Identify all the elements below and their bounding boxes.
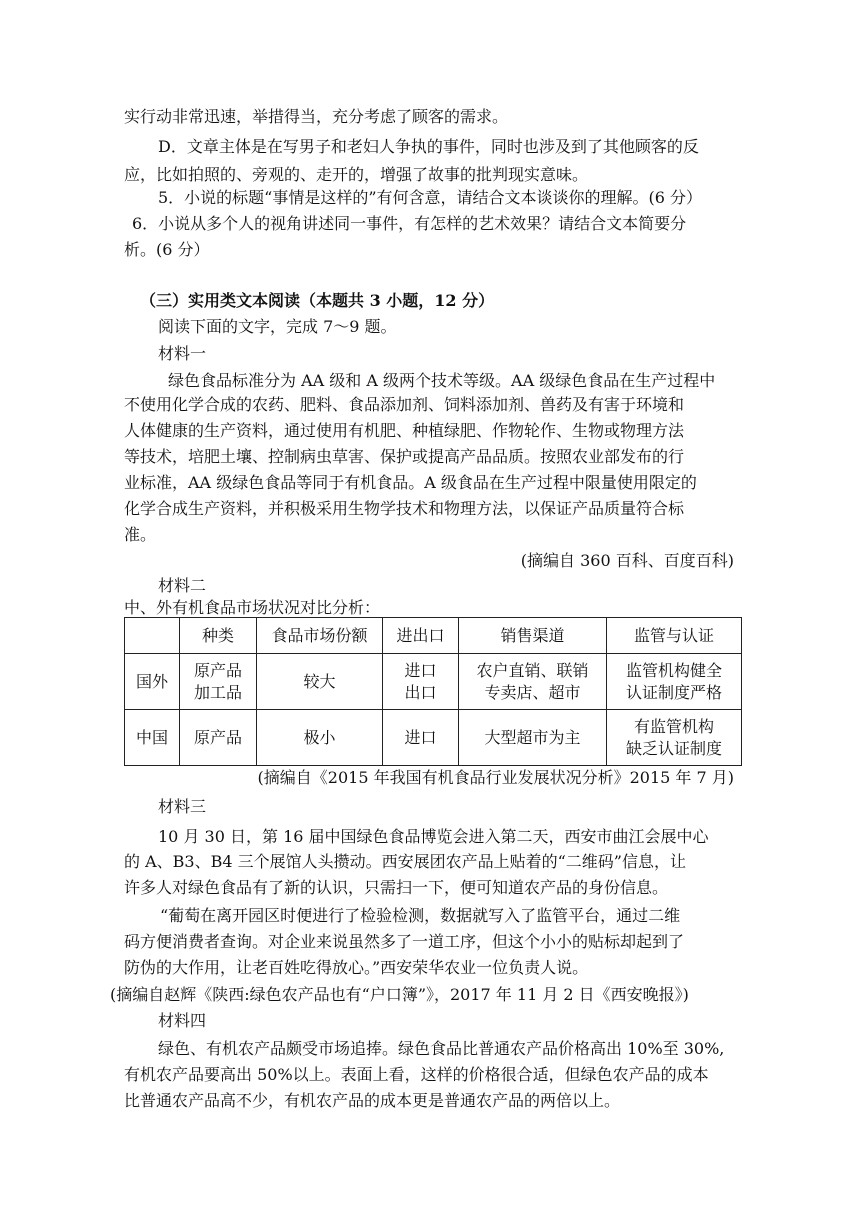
table-header: 监管与认证 bbox=[607, 618, 742, 654]
table-header: 种类 bbox=[180, 618, 257, 654]
cell-line: 缺乏认证制度 bbox=[625, 738, 722, 758]
material1-line: 业标准，AA 级绿色食品等同于有机食品。A 级食品在生产过程中限量使用限定的 bbox=[124, 473, 697, 492]
table-cell-channel bbox=[459, 654, 607, 710]
material1-line: 化学合成生产资料，并积极采用生物学技术和物理方法，以保证产品质量符合标 bbox=[124, 499, 685, 518]
option-d-line: D．文章主体是在写男子和老妇人争执的事件，同时也涉及到了其他顾客的反 bbox=[158, 137, 699, 156]
table-cell-type bbox=[180, 654, 257, 710]
cell-line: 专卖店、超市 bbox=[484, 682, 581, 702]
table-header-row bbox=[125, 618, 742, 654]
material4-line: 绿色、有机农产品颇受市场追捧。绿色食品比普通农产品价格高出 10%至 30%, bbox=[158, 1039, 725, 1058]
cell-line: 进口 bbox=[404, 660, 437, 680]
section-title: （三）实用类文本阅读（本题共 3 小题，12 分） bbox=[140, 291, 495, 310]
material3-line: 许多人对绿色食品有了新的认识，只需扫一下，便可知道农产品的身份信息。 bbox=[124, 878, 669, 897]
material2-label: 材料二 bbox=[158, 576, 207, 595]
table-header: 进出口 bbox=[383, 618, 459, 654]
cell-line: 监管机构健全 bbox=[625, 660, 722, 680]
text-line: 析。(6 分） bbox=[124, 240, 210, 259]
material3-line: 码方便消费者查询。对企业来说虽然多了一道工序，但这个小小的贴标却起到了 bbox=[124, 932, 685, 951]
table-cell-share bbox=[257, 654, 383, 710]
material3-label: 材料三 bbox=[158, 797, 207, 816]
table-header: 食品市场份额 bbox=[257, 618, 383, 654]
material4-label: 材料四 bbox=[158, 1011, 207, 1030]
table-header bbox=[125, 618, 180, 654]
instruction: 阅读下面的文字，完成 7～9 题。 bbox=[158, 317, 397, 336]
table-cell-region: 中国 bbox=[125, 710, 180, 766]
table-row bbox=[125, 710, 742, 766]
table-cell-channel bbox=[459, 710, 607, 766]
cell-line: 较大 bbox=[303, 671, 336, 691]
table-cell-region: 国外 bbox=[125, 654, 180, 710]
question-5: 5．小说的标题“事情是这样的”有何含意，请结合文本谈谈你的理解。(6 分） bbox=[158, 188, 703, 207]
table-row bbox=[125, 654, 742, 710]
material1-line: 绿色食品标准分为 AA 级和 A 级两个技术等级。AA 级绿色食品在生产过程中 bbox=[168, 371, 716, 390]
material1-label: 材料一 bbox=[158, 344, 207, 363]
table-cell-type bbox=[180, 710, 257, 766]
material1-source: (摘编自 360 百科、百度百科) bbox=[520, 551, 734, 570]
cell-line: 极小 bbox=[303, 727, 336, 747]
material1-line: 等技术，培肥土壤、控制病虫草害、保护或提高产品品质。按照农业部发布的行 bbox=[124, 447, 685, 466]
table-header: 销售渠道 bbox=[459, 618, 607, 654]
material1-line: 不使用化学合成的农药、肥料、食品添加剂、饲料添加剂、兽药及有害于环境和 bbox=[124, 395, 685, 414]
question-6: 6．小说从多个人的视角讲述同一事件，有怎样的艺术效果？请结合文本简要分 bbox=[132, 214, 687, 233]
table-cell-trade bbox=[383, 710, 459, 766]
material3-line: 的 A、B3、B4 三个展馆人头攒动。西安展团农产品上贴着的“二维码”信息，让 bbox=[124, 852, 686, 871]
table-cell-share bbox=[257, 710, 383, 766]
cell-line: 认证制度严格 bbox=[625, 682, 722, 702]
cell-line: 加工品 bbox=[193, 682, 242, 702]
cell-line: 原产品 bbox=[193, 660, 242, 680]
material2-source: (摘编自《2015 年我国有机食品行业发展状况分析》2015 年 7 月) bbox=[257, 768, 734, 787]
cell-line: 原产品 bbox=[193, 727, 242, 747]
cell-line: 有监管机构 bbox=[633, 716, 714, 736]
text-line: 应，比如拍照的、旁观的、走开的，增强了故事的批判现实意味。 bbox=[124, 165, 589, 184]
material2-intro: 中、外有机食品市场状况对比分析： bbox=[124, 598, 381, 617]
table-cell-trade bbox=[383, 654, 459, 710]
material3-source: (摘编自赵辉《陕西:绿色农产品也有“户口簿”》，2017 年 11 月 2 日《西安晚报》) bbox=[110, 985, 689, 1004]
material1-line: 准。 bbox=[124, 525, 157, 544]
text-line: 实行动非常迅速，举措得当，充分考虑了顾客的需求。 bbox=[124, 107, 509, 126]
material4-line: 比普通农产品高不少，有机农产品的成本更是普通农产品的两倍以上。 bbox=[124, 1091, 621, 1110]
cell-line: 农户直销、联销 bbox=[476, 660, 589, 680]
cell-line: 进口 bbox=[404, 727, 437, 747]
cell-line: 出口 bbox=[404, 682, 437, 702]
material3-line: “葡萄在离开园区时便进行了检验检测，数据就写入了监管平台，通过二维 bbox=[160, 906, 681, 925]
table-cell-regulation bbox=[607, 710, 742, 766]
table-cell-regulation bbox=[607, 654, 742, 710]
comparison-table bbox=[124, 617, 742, 766]
material1-line: 人体健康的生产资料，通过使用有机肥、种植绿肥、作物轮作、生物或物理方法 bbox=[124, 421, 685, 440]
cell-line: 大型超市为主 bbox=[484, 727, 581, 747]
material4-line: 有机农产品要高出 50%以上。表面上看，这样的价格很合适，但绿色农产品的成本 bbox=[124, 1065, 709, 1084]
material3-line: 防伪的大作用，让老百姓吃得放心。”西安荣华农业一位负责人说。 bbox=[124, 958, 589, 977]
material3-line: 10 月 30 日，第 16 届中国绿色食品博览会进入第二天，西安市曲江会展中心 bbox=[158, 827, 709, 846]
